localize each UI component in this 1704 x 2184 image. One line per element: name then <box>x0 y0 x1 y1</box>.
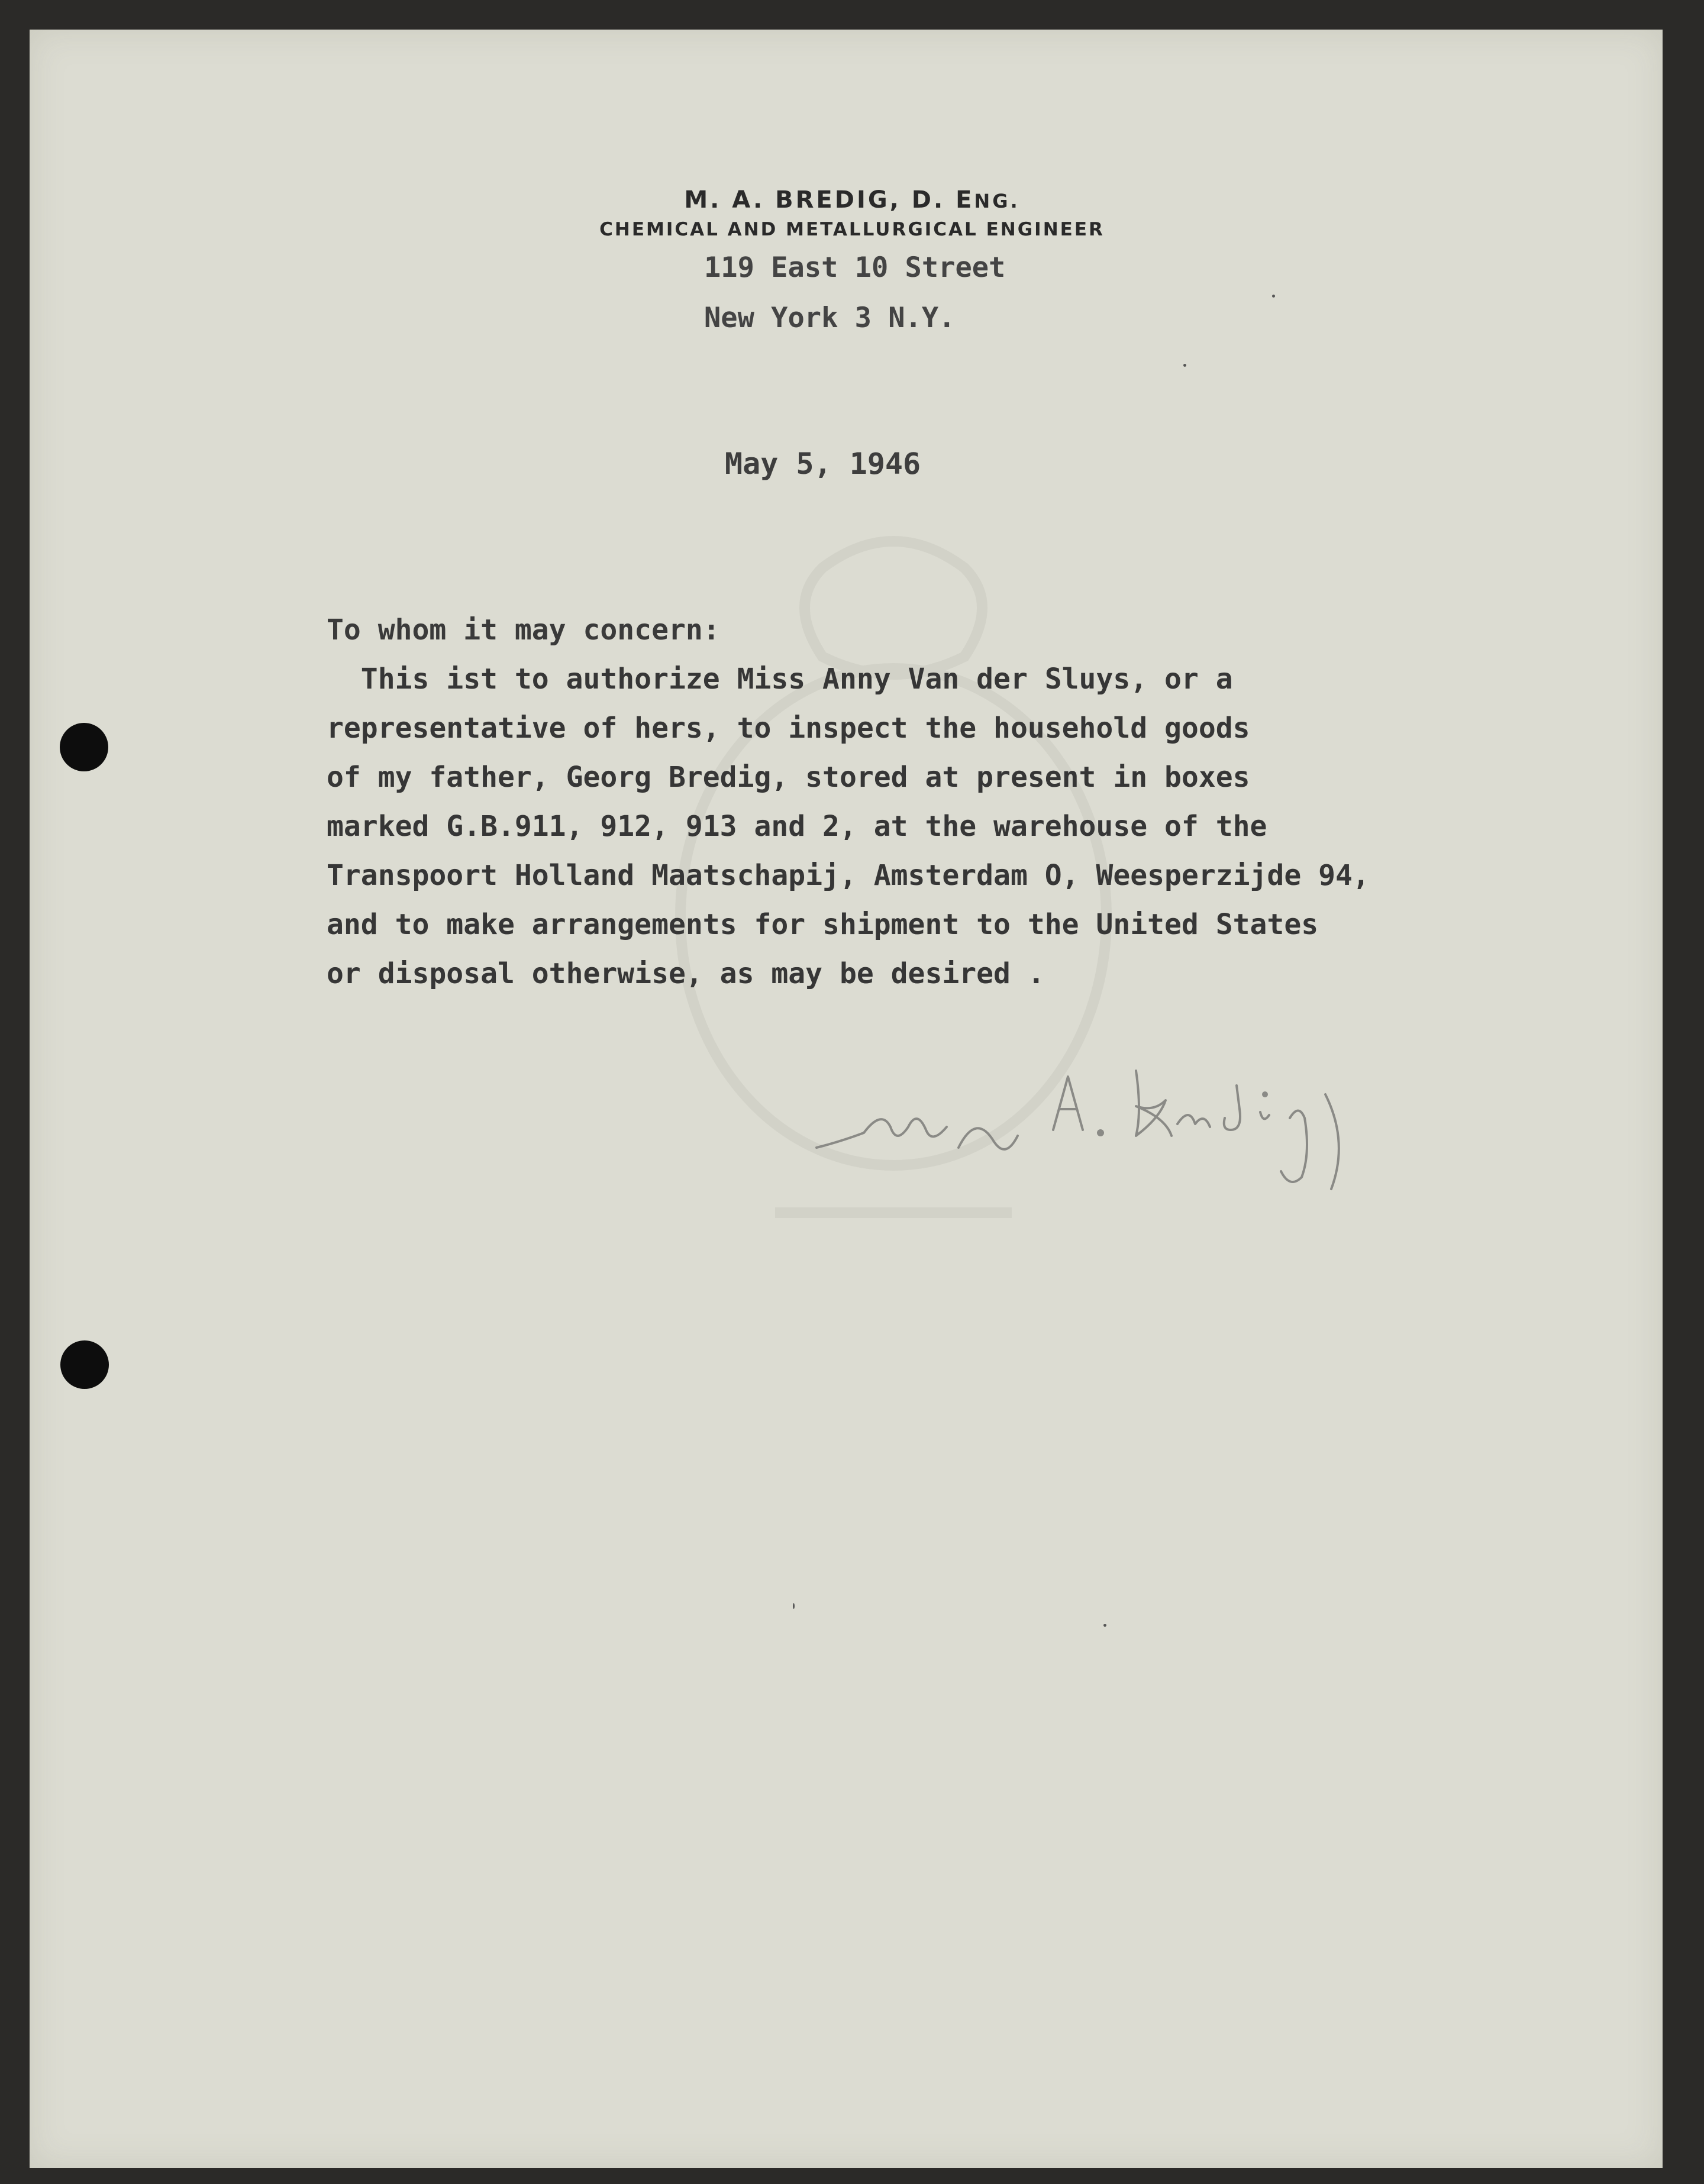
punch-hole-bottom <box>60 1340 109 1389</box>
body-line: or disposal otherwise, as may be desired . <box>327 957 1045 990</box>
body-line: and to make arrangements for shipment to the United States <box>327 908 1319 941</box>
body-line: of my father, Georg Bredig, stored at present in boxes <box>327 761 1250 794</box>
letterhead-name: M. A. BREDIG, D. ENG. <box>684 186 1020 214</box>
body-line: marked G.B.911, 912, 913 and 2, at the warehouse of the <box>327 810 1267 843</box>
address-street: 119 East 10 Street <box>704 251 1006 284</box>
punch-hole-top <box>60 723 108 771</box>
letterhead-title: CHEMICAL AND METALLURGICAL ENGINEER <box>599 219 1105 240</box>
body-line: representative of hers, to inspect the household goods <box>327 712 1250 745</box>
body-line: Transpoort Holland Maatschapij, Amsterdam O, Weesperzijde 94, <box>327 859 1370 892</box>
paper-speck <box>793 1603 795 1609</box>
body-line: This ist to authorize Miss Anny Van der Sluys, or a <box>327 663 1233 696</box>
salutation: To whom it may concern: <box>327 613 720 647</box>
paper-speck <box>1103 1624 1106 1627</box>
address-city: New York 3 N.Y. <box>704 302 956 334</box>
handwritten-signature <box>805 1059 1373 1213</box>
paper-speck <box>1183 364 1186 367</box>
letter-date: May 5, 1946 <box>725 447 921 481</box>
paper-speck <box>1272 295 1275 298</box>
